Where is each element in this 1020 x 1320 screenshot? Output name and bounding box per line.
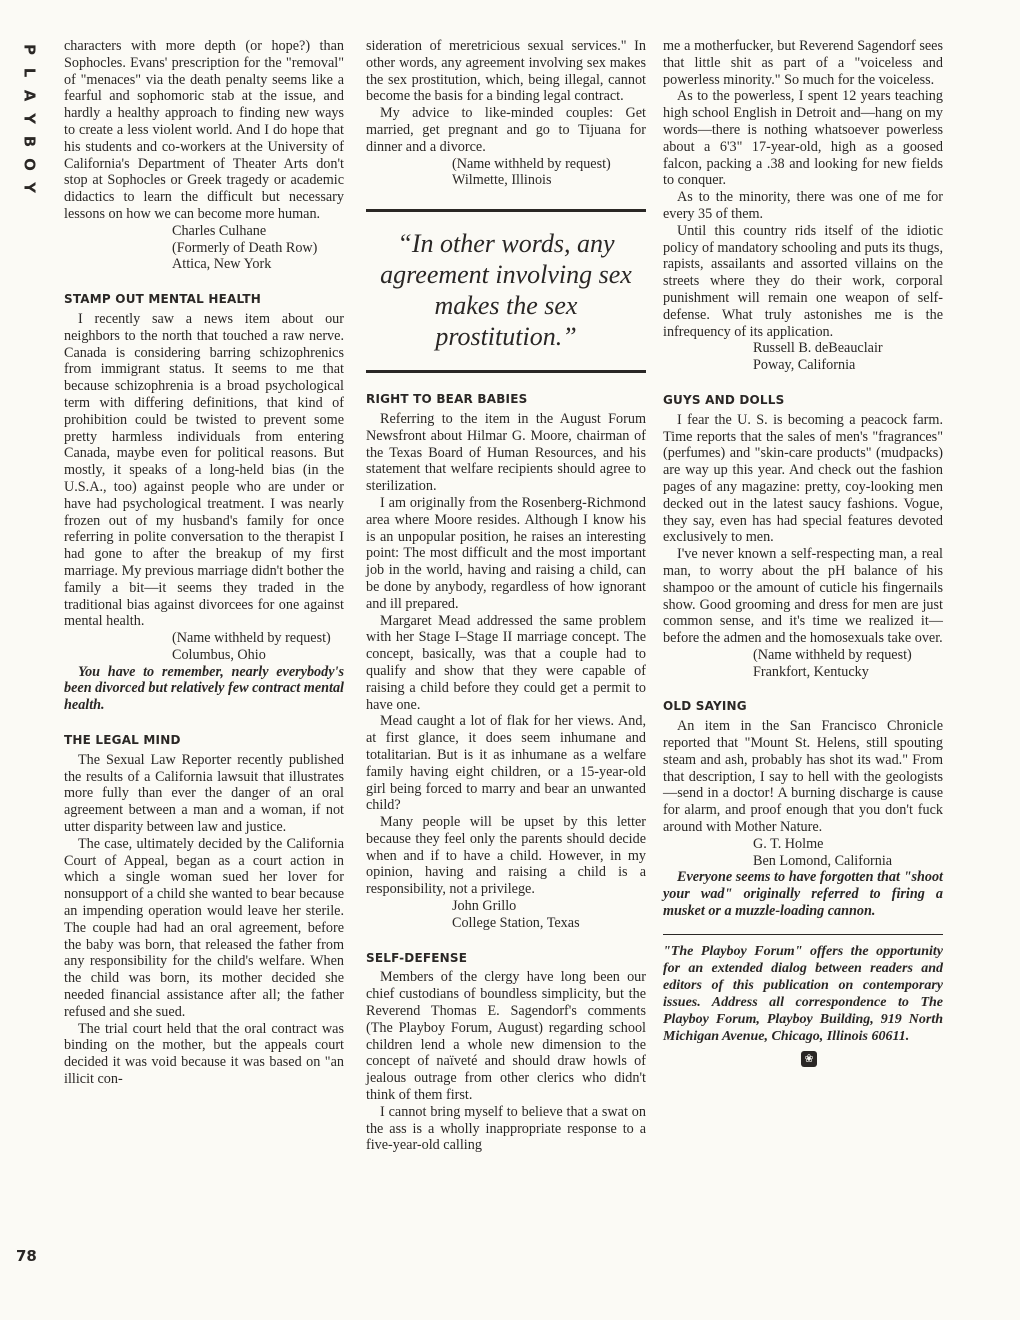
magazine-label-letter: L <box>20 67 39 78</box>
column-2 <box>366 38 646 1154</box>
signature-line: (Name withheld by request) <box>753 646 912 663</box>
signature-line: Columbus, Ohio <box>172 646 266 663</box>
letter-paragraph: I fear the U. S. is becoming a peacock farm. Time reports that the sales of men's "fragrances" (perfumes) and "skin-care products" (mudpacks) are way up this year. And check out the fashion pages of any magazine: pretty, coy-looking men decked out in the latest saucy fashions. Vogue, they say, even has had special features devoted exclusively to men. <box>663 411 943 546</box>
section-heading: SELF-DEFENSE <box>366 950 468 965</box>
signature-line: Wilmette, Illinois <box>452 172 552 189</box>
letter-paragraph: As to the powerless, I spent 12 years teaching high school English in Detroit and—hang on my words—there is nothing whatsoever powerless about a 6'3" 17-year-old, high as a goosed falcon, packing a .38 and looking for new fields to conquer. <box>663 88 943 189</box>
bunny-icon: ❀ <box>801 1051 817 1067</box>
signature-line: Russell B. deBeauclair <box>753 340 883 357</box>
magazine-label-letter: O <box>20 158 39 171</box>
signature-holme <box>663 836 943 870</box>
letter-paragraph: Members of the clergy have long been our chief custodians of boundless simplicity, but the Reverend Thomas E. Sagendorf's comments (The Playboy Forum, August) regarding school children lend a whole new dimension to the concept of naïveté and should draw howls of jealous outrage from other clerics who didn't think of them first. <box>366 969 646 1104</box>
signature-line: (Name withheld by request) <box>172 630 331 647</box>
magazine-label-letter: A <box>20 89 39 102</box>
letter-paragraph: The case, ultimately decided by the California Court of Appeal, began as a court action in which a single woman sued her lover for nonsupport of a child she wanted to bear because an impending operation would leave her sterile. The couple had had an oral agreement, before the baby was born, that released the father from any responsibility for the child's welfare. When the child was born, its mother decided she needed financial assistance after all; the father refused and she sued. <box>64 835 344 1020</box>
signature <box>366 156 646 190</box>
signature-debeauclair <box>663 340 943 374</box>
pull-quote: “In other words, any agreement involving sex makes the sex prostitution.” <box>366 209 646 373</box>
letter-paragraph: The trial court held that the oral contract was binding on the mother, but the appeals court decided it was void because it was based on "an illicit con- <box>64 1020 344 1088</box>
magazine-label-letter: P <box>20 44 39 55</box>
letter-continuation: sideration of meretricious sexual services." In other words, any agreement involving sex makes the sex prostitution, which, being illegal, cannot become the basis for a binding legal contract. <box>366 38 646 105</box>
letter-paragraph: As to the minority, there was one of me for every 35 of them. <box>663 189 943 222</box>
column-1 <box>64 38 344 1088</box>
letter-paragraph: The Sexual Law Reporter recently published the results of a California lawsuit that illustrates more fully than ever the danger of an oral agreement between a man and a woman, if not utter disparity between law and justice. <box>64 751 344 836</box>
section-heading: RIGHT TO BEAR BABIES <box>366 392 528 407</box>
signature-line: College Station, Texas <box>452 914 580 931</box>
signature-culhane <box>64 223 344 273</box>
letter-paragraph: I cannot bring myself to believe that a swat on the ass is a wholly inappropriate response to a five-year-old calling <box>366 1103 646 1154</box>
signature-line: (Formerly of Death Row) <box>172 239 318 256</box>
forum-note: "The Playboy Forum" offers the opportunity for an extended dialog between readers and editors of this publication on contemporary issues. Address all correspondence to The Playboy Forum, Playboy Building, 919 North Michigan Avenue, Chicago, Illinois 60611. <box>663 934 943 1045</box>
letter-paragraph: Until this country rids itself of the idiotic policy of mandatory schooling and puts its thugs, rapists, assailants and assorted villains on the streets where they do their work, corporal punishment will remain one weapon of self-defense. What truly astonishes me is the infrequency of its application. <box>663 222 943 340</box>
section-heading: STAMP OUT MENTAL HEALTH <box>64 292 261 307</box>
letter-continuation: me a motherfucker, but Reverend Sagendorf sees that little shit as part of a "voiceless and powerless minority." So much for the voiceless. <box>663 38 943 88</box>
signature-line: G. T. Holme <box>753 835 824 852</box>
magazine-label-letter: B <box>20 135 39 148</box>
editor-reply: Everyone seems to have forgotten that "shoot your wad" originally referred to firing a musket or a muzzle-loading cannon. <box>663 869 943 920</box>
magazine-label-letter: Y <box>20 182 39 193</box>
signature-grillo <box>366 898 646 932</box>
editor-reply: You have to remember, nearly everybody's been divorced but relatively few contract mental health. <box>64 663 344 714</box>
signature <box>64 630 344 664</box>
signature-line: Poway, California <box>753 357 856 374</box>
letter-paragraph: I've never known a self-respecting man, a real man, to worry about the pH balance of his shampoo or the amount of cuticle his fingernails show. Good grooming and dress for men are just common sense, and it's time we realized it—before the admen and the homosexuals take over. <box>663 546 943 647</box>
signature-line: Charles Culhane <box>172 222 267 239</box>
letter-paragraph: An item in the San Francisco Chronicle reported that "Mount St. Helens, still spouting steam and ash, probably has shot its wad." From that description, I say to hell with the geologists—send in a doctor! A burning discharge is cause for alarm, and proof enough that you don't fuck around with Mother Nature. <box>663 718 943 836</box>
section-heading: GUYS AND DOLLS <box>663 392 785 407</box>
page-number: 78 <box>16 1247 37 1265</box>
letter-paragraph: I am originally from the Rosenberg-Richmond area where Moore resides. Although I know his is an unpopular position, he raises an interesting point: The most difficult and the most important job in the world, having and raising a child, can be done by anybody, regardless of how ignorant and ill prepared. <box>366 494 646 612</box>
letter-paragraph: I recently saw a news item about our neighbors to the north that touched a raw nerve. Canada is considering barring schizophrenics from immigrant status. It seems to me that because schizophrenia is a broad psychological term with differing definitions, that kind of prohibition could be twisted to prevent some pretty harmless individuals from entering Canada, maybe even for political reasons. But mostly, it speaks of a long-held bias (in the U.S.A., too) against people who are under or have had psychological treatment. I was nearly frozen out of my husband's family for once referring in polite conversation to the therapist I had gone to after the breakup of my first marriage. My previous marriage didn't bother the family a bit—it seems they traded in the traditional bias against divorcees for one against mental health. <box>64 310 344 630</box>
signature-line: Frankfort, Kentucky <box>753 663 869 680</box>
magazine-label-letter: Y <box>20 113 39 124</box>
section-heading: OLD SAYING <box>663 699 747 714</box>
letter-paragraph: Referring to the item in the August Forum Newsfront about Hilmar G. Moore, chairman of the Texas Board of Human Resources, and his statement that welfare recipients should agree to sterilization. <box>366 410 646 495</box>
section-heading: THE LEGAL MIND <box>64 733 181 748</box>
signature-line: Ben Lomond, California <box>753 852 893 869</box>
letter-paragraph: Many people will be upset by this letter because they feel only the parents should decide when and if to have a child. However, in my opinion, having and raising a child is a responsibility, not a privilege. <box>366 814 646 898</box>
letter-paragraph: Margaret Mead addressed the same problem with her Stage I–Stage II marriage concept. The concept, basically, was that a couple had to qualify and show that they were capable of raising a child before they could get a permit to have one. <box>366 612 646 713</box>
signature-line: Attica, New York <box>172 256 272 273</box>
signature-line: (Name withheld by request) <box>452 155 611 172</box>
magazine-label <box>18 38 40 199</box>
letter-continuation: characters with more depth (or hope?) than Sophocles. Evans' prescription for the "removal" of "menaces" via the death penalty seems like a fearful and sophomoric stab at the issue, and hardly a healthy approach to finding new ways to create a less violent world. And I do hope that his students and co-workers at the University of California's Department of Theater Arts don't stop at Sophocles or Greek tragedy or academic didactics to learn the difficult but necessary lessons on how we can become more human. <box>64 38 344 222</box>
letter-paragraph: My advice to like-minded couples: Get married, get pregnant and go to Tijuana for dinner and a divorce. <box>366 105 646 155</box>
letter-paragraph: Mead caught a lot of flak for her views. And, at first glance, it does seem inhumane and totalitarian. But is it as inhumane as a welfare family having eight children, or a 15-year-old girl being forced to marry and bear an unwanted child? <box>366 713 646 814</box>
column-3 <box>663 38 943 1067</box>
signature <box>663 647 943 681</box>
signature-line: John Grillo <box>452 898 517 915</box>
